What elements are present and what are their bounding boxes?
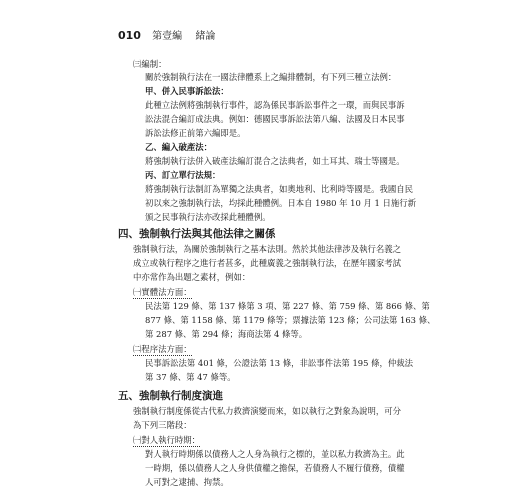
paragraph-line: 此種立法例將強制執行事件，認為係民事訴訟事件之一環，而與民事訴 [145, 100, 405, 110]
paragraph-line: 關於強制執行法在一國法律體系上之編排體制，有下列三種立法例： [145, 72, 397, 82]
paragraph-line: 人可對之逮捕、拘禁。 [145, 477, 229, 487]
subsection-heading: ㈢編制： [133, 59, 167, 69]
paragraph-line: 將強制執行法併入破產法編訂混合之法典者，如土耳其、瑞士等國是。 [145, 156, 405, 166]
subsection-heading [133, 434, 200, 447]
paragraph-line: 877 條、第 1158 條、第 1179 條等；票據法第 123 條；公司法第 163 條、 [145, 315, 436, 325]
paragraph-line: 訟法混合編訂成法典。例如：德國民事訴訟法第八編、法國及日本民事 [145, 114, 405, 124]
running-header [118, 27, 215, 42]
paragraph-line: 民法第 129 條、第 137 條第 3 項、第 227 條、第 759 條、第 866 條、第 [145, 301, 430, 311]
paragraph-line: 第 287 條、第 294 條；海商法第 4 條等。 [145, 329, 308, 339]
paragraph-line: 頒之民事執行法亦改採此種體例。 [145, 212, 271, 222]
subsection-heading [133, 286, 192, 299]
section-heading: 五、強制執行制度演進 [118, 390, 223, 402]
subsection-title: ㈠對人執行時期： [133, 435, 200, 445]
item-title: 乙、編入破產法： [145, 142, 212, 152]
paragraph-line: 民事訴訟法第 401 條，公證法第 13 條，非訟事件法第 195 條，仲裁法 [145, 358, 413, 368]
section-heading: 四、強制執行法與其他法律之關係 [118, 228, 276, 240]
chapter-label: 緒論 [195, 31, 216, 42]
paragraph-line: 第 37 條、第 47 條等。 [145, 372, 236, 382]
subsection-title: ㈠實體法方面： [133, 287, 192, 297]
paragraph-line: 對人執行時期係以債務人之人身為執行之標的，並以私力救濟為主。此 [145, 449, 405, 459]
subsection-title: ㈡程序法方面： [133, 344, 192, 354]
paragraph-line: 強制執行法，為關於強制執行之基本法則。然於其他法律涉及執行名義之 [133, 244, 401, 254]
paragraph-line: 強制執行制度係從古代私力救濟演變而來，如以執行之對象為說明，可分 [133, 406, 401, 416]
item-title: 甲、併入民事訴訟法： [145, 86, 229, 96]
paragraph-line: 將強制執行法制訂為單獨之法典者，如奧地利、比利時等國是。我國自民 [145, 184, 413, 194]
paragraph-line: 一時期，係以債務人之人身供債權之擔保，若債務人不履行債務，債權 [145, 463, 405, 473]
item-title: 丙、訂立單行法規： [145, 170, 221, 180]
paragraph-line: 初以來之強制執行法，均採此種體例。日本自 1980 年 10 月 1 日施行新 [145, 198, 417, 208]
paragraph-line: 訴訟法修正前第六編即是。 [145, 128, 246, 138]
paragraph-line: 成立或執行程序之進行者甚多，此種廣義之強制執行法，在歷年國家考試 [133, 258, 401, 268]
paragraph-line: 中亦常作為出題之素材，例如： [133, 272, 251, 282]
part-label: 第壹編 [152, 31, 183, 42]
page-number: 010 [118, 29, 141, 42]
subsection-heading [133, 343, 192, 356]
paragraph-line: 為下列三階段： [133, 420, 192, 430]
